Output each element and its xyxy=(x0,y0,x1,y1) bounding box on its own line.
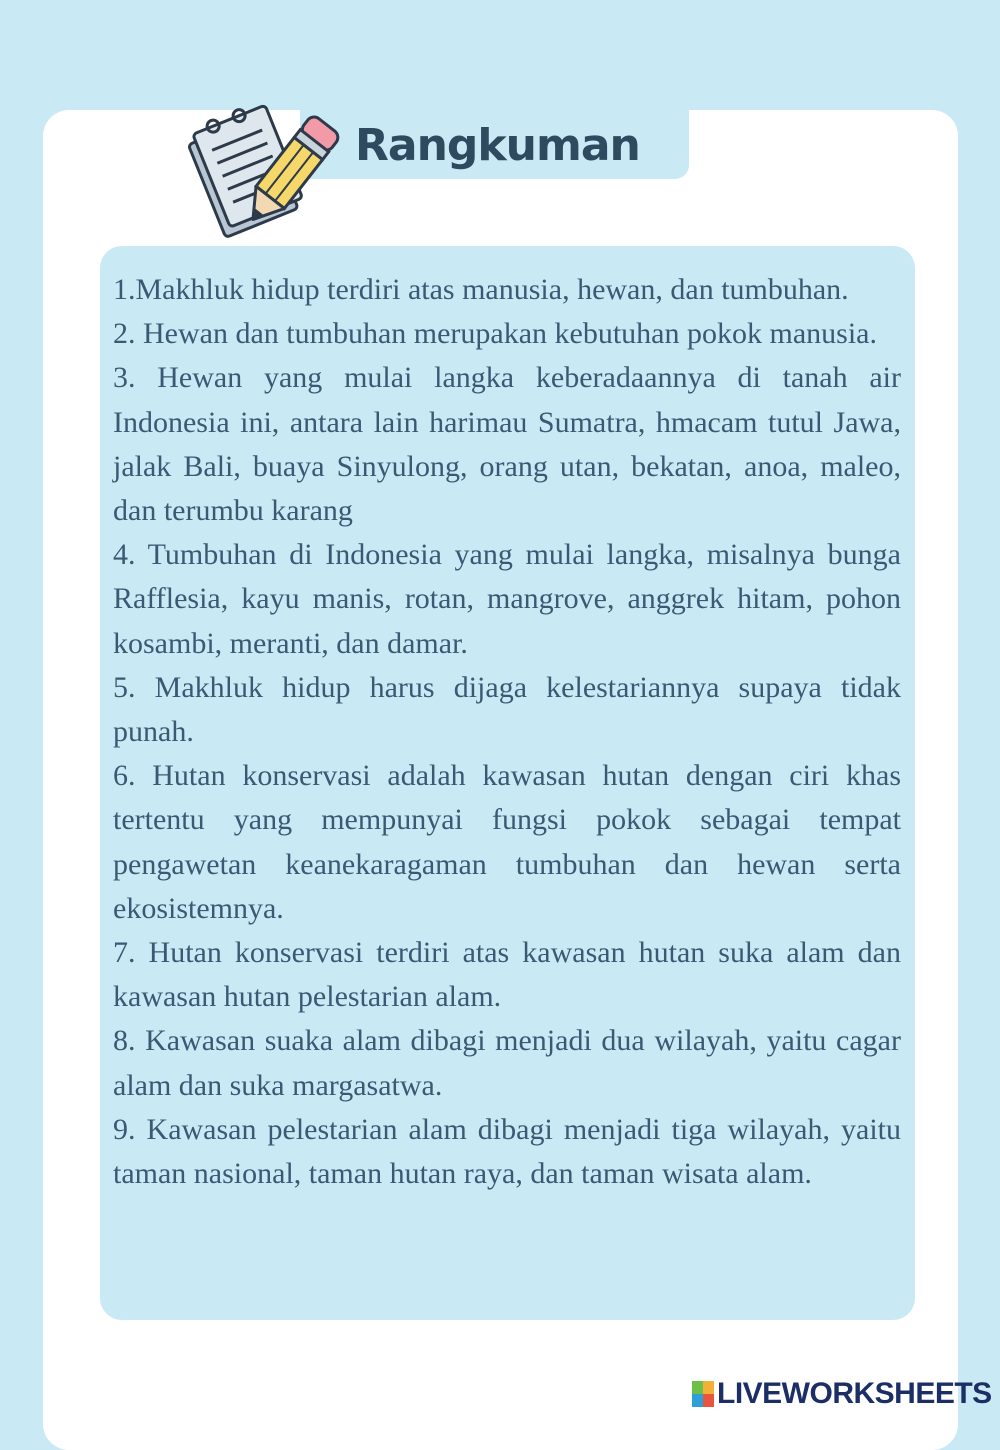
liveworksheets-watermark[interactable] xyxy=(692,1376,992,1412)
logo-tile xyxy=(703,1394,714,1407)
logo-tile xyxy=(692,1394,703,1407)
summary-item: 2. Hewan dan tumbuhan merupakan kebutuhan pokok manusia. xyxy=(113,317,877,351)
watermark-text: LIVEWORKSHEETS xyxy=(717,1377,992,1410)
liveworksheets-logo-icon xyxy=(692,1381,714,1407)
summary-item: 3. Hewan yang mulai langka keberadaannya di tanah air Indonesia ini, antara lain harimau Sumatra, hmacam tutul Jawa, jalak Bali, buaya Sinyulong, orang utan, bekatan, anoa, maleo, dan terumbu karang xyxy=(113,361,901,528)
logo-tile xyxy=(703,1381,714,1394)
summary-item: 8. Kawasan suaka alam dibagi menjadi dua wilayah, yaitu cagar alam dan suka margasatwa. xyxy=(113,1024,901,1102)
summary-list xyxy=(113,268,901,1196)
summary-item: 6. Hutan konservasi adalah kawasan hutan dengan ciri khas tertentu yang mempunyai fungsi pokok sebagai tempat pengawetan keanekaragaman tumbuhan dan hewan serta ekosistemnya. xyxy=(113,759,901,925)
logo-tile xyxy=(692,1381,703,1394)
summary-item: 1.Makhluk hidup terdiri atas manusia, hewan, dan tumbuhan. xyxy=(113,273,849,306)
notes-pencil-icon xyxy=(183,98,353,238)
summary-item: 9. Kawasan pelestarian alam dibagi menjadi tiga wilayah, yaitu taman nasional, taman hutan raya, dan taman wisata alam. xyxy=(113,1112,901,1191)
summary-item: 7. Hutan konservasi terdiri atas kawasan hutan suka alam dan kawasan hutan pelestarian alam. xyxy=(113,936,901,1014)
page-title: Rangkuman xyxy=(355,120,640,171)
summary-item: 4. Tumbuhan di Indonesia yang mulai langka, misalnya bunga Rafflesia, kayu manis, rotan, mangrove, anggrek hitam, pohon kosambi, meranti, dan damar. xyxy=(113,538,901,660)
summary-item: 5. Makhluk hidup harus dijaga kelestariannya supaya tidak punah. xyxy=(113,670,901,749)
